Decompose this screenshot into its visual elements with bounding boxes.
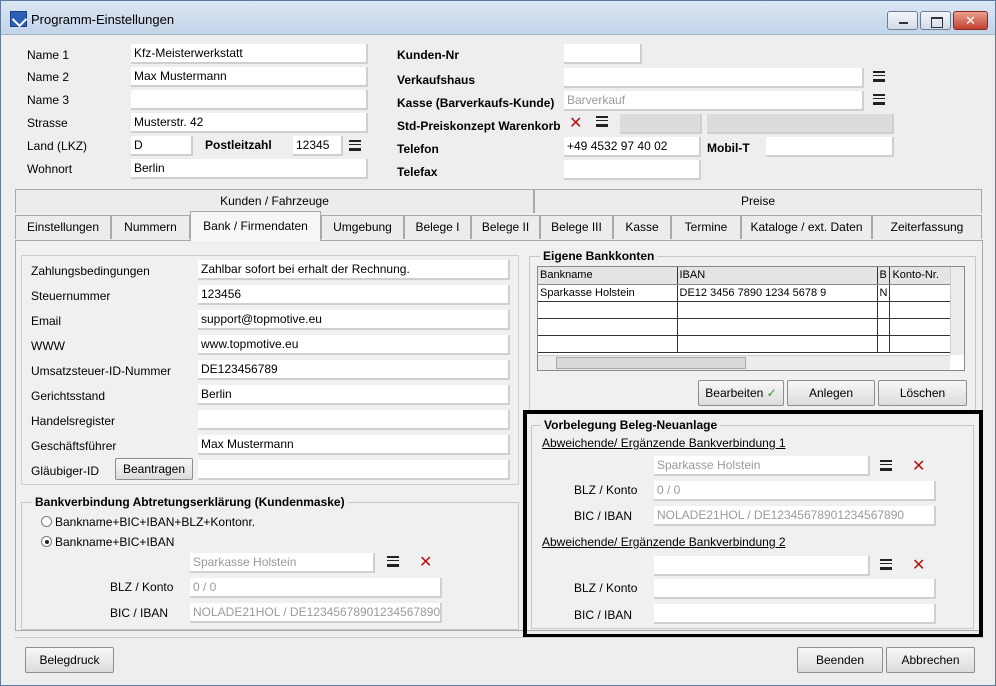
steuer-field[interactable]: 123456: [198, 285, 510, 305]
table-row[interactable]: [538, 284, 952, 301]
verkaufshaus-field[interactable]: [564, 68, 864, 88]
abtretung-blz-label: BLZ / Konto: [110, 580, 174, 594]
tab-bank-firmendaten[interactable]: Bank / Firmendaten: [190, 211, 321, 241]
radio-option-1-label[interactable]: Bankname+BIC+IBAN+BLZ+Kontonr.: [55, 515, 256, 529]
table-row[interactable]: [538, 335, 952, 352]
bv1-blz-field[interactable]: 0 / 0: [654, 481, 936, 501]
delete-icon[interactable]: ✕: [912, 458, 926, 475]
steuer-label: Steuernummer: [31, 289, 111, 303]
bv1-bic-label: BIC / IBAN: [574, 509, 633, 523]
telefax-label: Telefax: [397, 165, 438, 179]
window-title: Programm-Einstellungen: [31, 12, 175, 27]
handel-label: Handelsregister: [31, 414, 116, 428]
bv1-link[interactable]: Abweichende/ Ergänzende Bankverbindung 1: [542, 436, 786, 450]
abtretung-title: Bankverbindung Abtretungserklärung (Kundenmaske): [32, 495, 348, 509]
horizontal-scrollbar[interactable]: [538, 355, 950, 370]
bv1-bank-field[interactable]: Sparkasse Holstein: [654, 456, 870, 476]
gericht-label: Gerichtsstand: [31, 389, 106, 403]
app-icon: [10, 11, 27, 27]
col-bankname[interactable]: Bankname: [538, 267, 677, 284]
handel-field[interactable]: [198, 410, 510, 430]
name3-field[interactable]: [131, 90, 368, 110]
tab-einstellungen[interactable]: Einstellungen: [15, 215, 111, 239]
table-row[interactable]: [538, 318, 952, 335]
preiskonzept-label: Std-Preiskonzept Warenkorb: [397, 119, 561, 133]
name2-field[interactable]: Max Mustermann: [131, 67, 368, 87]
abtretung-bic-field[interactable]: NOLADE21HOL / DE12345678901234567890: [190, 603, 442, 623]
list-icon[interactable]: [873, 94, 885, 105]
glaeubiger-label: Gläubiger-ID: [31, 464, 100, 478]
telefon-field[interactable]: +49 4532 97 40 02: [564, 137, 701, 157]
konten-title: Eigene Bankkonten: [540, 249, 657, 263]
name1-label: Name 1: [27, 48, 70, 62]
kundennr-field[interactable]: [564, 44, 642, 64]
bv1-blz-label: BLZ / Konto: [574, 483, 638, 497]
bv2-bic-label: BIC / IBAN: [574, 608, 633, 622]
close-icon: ✕: [965, 13, 976, 28]
tab-belege-3[interactable]: Belege III: [540, 215, 613, 239]
anlegen-button[interactable]: Anlegen: [787, 380, 875, 406]
footer-divider: [15, 637, 983, 638]
bearbeiten-label: Bearbeiten: [705, 386, 764, 400]
edit-check-icon: ✓: [766, 386, 777, 400]
cell-iban: DE12 3456 7890 1234 5678 9: [677, 284, 877, 301]
loeschen-button[interactable]: Löschen: [878, 380, 967, 406]
list-icon[interactable]: [387, 556, 399, 567]
bank-accounts-table[interactable]: [537, 266, 965, 371]
wohnort-field[interactable]: Berlin: [131, 159, 368, 179]
col-konto[interactable]: Konto-Nr.: [890, 267, 952, 284]
www-label: WWW: [31, 339, 65, 353]
www-field[interactable]: www.topmotive.eu: [198, 335, 510, 355]
plz-field[interactable]: 12345: [293, 136, 343, 156]
abtretung-bic-label: BIC / IBAN: [110, 606, 169, 620]
minimize-button[interactable]: [887, 11, 918, 30]
mobil-label: Mobil-T: [707, 141, 750, 155]
delete-icon[interactable]: ✕: [419, 554, 433, 571]
radio-option-1[interactable]: [41, 516, 52, 527]
tab-umgebung[interactable]: Umgebung: [321, 215, 404, 239]
tab-preise[interactable]: Preise: [534, 189, 982, 213]
col-b[interactable]: B: [877, 267, 890, 284]
land-field[interactable]: D: [131, 136, 193, 156]
preiskonzept-detail-field: [707, 114, 894, 134]
abtretung-blz-field[interactable]: 0 / 0: [190, 578, 442, 598]
wohnort-label: Wohnort: [27, 162, 73, 176]
table-row[interactable]: [538, 301, 952, 318]
name1-field[interactable]: Kfz-Meisterwerkstatt: [131, 44, 368, 64]
scroll-thumb[interactable]: [556, 357, 746, 369]
radio-option-2-label[interactable]: Bankname+BIC+IBAN: [55, 535, 175, 549]
col-iban[interactable]: IBAN: [677, 267, 877, 284]
cell-bankname: Sparkasse Holstein: [538, 284, 677, 301]
list-icon[interactable]: [596, 116, 608, 127]
tab-kataloge[interactable]: Kataloge / ext. Daten: [741, 215, 872, 239]
list-icon[interactable]: [349, 140, 361, 151]
tab-termine[interactable]: Termine: [671, 215, 741, 239]
tab-nummern[interactable]: Nummern: [111, 215, 190, 239]
name2-label: Name 2: [27, 70, 70, 84]
bv2-blz-label: BLZ / Konto: [574, 581, 638, 595]
delete-icon[interactable]: ✕: [569, 115, 583, 132]
abbrechen-button[interactable]: Abbrechen: [886, 647, 975, 673]
mobil-field[interactable]: [766, 137, 894, 157]
cell-b: N: [877, 284, 890, 301]
glaeubiger-field[interactable]: [198, 460, 510, 480]
radio-option-2[interactable]: [41, 536, 52, 547]
beenden-button[interactable]: Beenden: [797, 647, 883, 673]
ust-field[interactable]: DE123456789: [198, 360, 510, 380]
kasse-label: Kasse (Barverkaufs-Kunde): [397, 96, 555, 110]
tab-kunden-fahrzeuge[interactable]: Kunden / Fahrzeuge: [15, 189, 534, 213]
land-label: Land (LKZ): [27, 139, 88, 153]
preiskonzept-field[interactable]: [620, 114, 702, 134]
email-field[interactable]: support@topmotive.eu: [198, 310, 510, 330]
title-bar: [1, 1, 995, 35]
telefax-field[interactable]: [564, 160, 701, 180]
highlight-frame: [523, 410, 983, 638]
beantragen-button[interactable]: Beantragen: [115, 458, 193, 480]
bearbeiten-button[interactable]: [698, 380, 784, 406]
bv1-bic-field[interactable]: NOLADE21HOL / DE12345678901234567890: [654, 506, 936, 526]
ust-label: Umsatzsteuer-ID-Nummer: [31, 364, 172, 378]
abtretung-bank-field[interactable]: Sparkasse Holstein: [190, 553, 375, 573]
zahlung-label: Zahlungsbedingungen: [31, 264, 150, 278]
tab-belege-1[interactable]: Belege I: [404, 215, 471, 239]
gf-field[interactable]: Max Mustermann: [198, 435, 510, 455]
delete-icon[interactable]: ✕: [912, 557, 926, 574]
verkaufshaus-label: Verkaufshaus: [397, 73, 476, 87]
close-button[interactable]: [953, 11, 988, 30]
strasse-label: Strasse: [27, 116, 68, 130]
tab-zeiterfassung[interactable]: Zeiterfassung: [872, 215, 982, 239]
cell-konto: [890, 284, 952, 301]
vertical-scrollbar[interactable]: [950, 267, 964, 355]
belegdruck-button[interactable]: Belegdruck: [25, 647, 114, 673]
email-label: Email: [31, 314, 62, 328]
telefon-label: Telefon: [397, 142, 439, 156]
name3-label: Name 3: [27, 93, 70, 107]
strasse-field[interactable]: Musterstr. 42: [131, 113, 368, 133]
gf-label: Geschäftsführer: [31, 439, 117, 453]
tab-kasse[interactable]: Kasse: [613, 215, 671, 239]
zahlung-field[interactable]: Zahlbar sofort bei erhalt der Rechnung.: [198, 260, 510, 280]
tab-belege-2[interactable]: Belege II: [471, 215, 540, 239]
kundennr-label: Kunden-Nr: [397, 48, 459, 62]
bv2-link[interactable]: Abweichende/ Ergänzende Bankverbindung 2: [542, 535, 786, 549]
plz-label: Postleitzahl: [205, 138, 272, 152]
list-icon[interactable]: [873, 71, 885, 82]
vorbelegung-title: Vorbelegung Beleg-Neuanlage: [541, 418, 720, 432]
maximize-button[interactable]: [920, 11, 951, 30]
gericht-field[interactable]: Berlin: [198, 385, 510, 405]
kasse-field[interactable]: Barverkauf: [564, 91, 864, 111]
